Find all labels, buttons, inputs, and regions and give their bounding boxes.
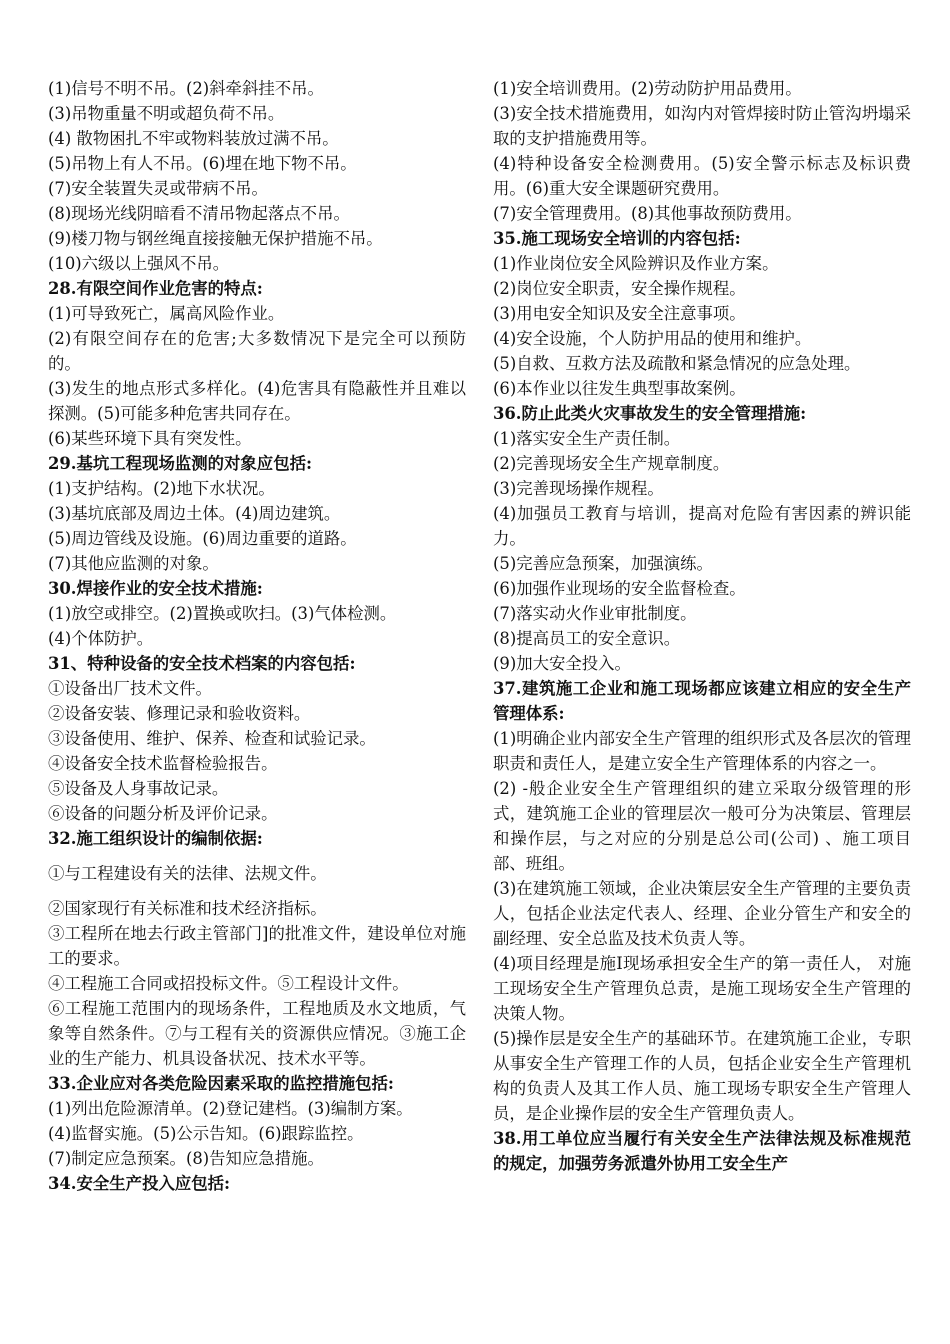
paragraph: (3)发生的地点形式多样化。(4)危害具有隐蔽性并且难以探测。(5)可能多种危害共同存在。 <box>48 379 466 423</box>
paragraph: (10)六级以上强风不吊。 <box>48 254 230 273</box>
paragraph: (6)加强作业现场的安全监督检查。 <box>493 579 746 598</box>
paragraph: (7)落实动火作业审批制度。 <box>493 604 697 623</box>
paragraph: (7)其他应监测的对象。 <box>48 554 219 573</box>
paragraph: (6)本作业以往发生典型事故案例。 <box>493 379 746 398</box>
paragraph: ④工程施工合同或招投标文件。⑤工程设计文件。 <box>48 974 409 993</box>
paragraph: (5)吊物上有人不吊。(6)埋在地下物不吊。 <box>48 154 357 173</box>
paragraph: (7)安全装置失灵或带病不吊。 <box>48 179 268 198</box>
paragraph: (1)明确企业内部安全生产管理的组织形式及各层次的管理职责和责任人，是建立安全生产管理体系的内容之一。 <box>493 729 911 773</box>
paragraph: (4)监督实施。(5)公示告知。(6)跟踪监控。 <box>48 1124 364 1143</box>
paragraph: (5)周边管线及设施。(6)周边重要的道路。 <box>48 529 357 548</box>
paragraph: ①与工程建设有关的法律、法规文件。 <box>48 864 327 883</box>
paragraph: ①设备出厂技术文件。 <box>48 679 212 698</box>
paragraph: (9)楼刀物与钢丝绳直接接触无保护措施不吊。 <box>48 229 383 248</box>
section-heading: 33.企业应对各类危险因素采取的监控措施包括: <box>48 1074 394 1093</box>
section-heading: 36.防止此类火灾事故发生的安全管理措施: <box>493 404 807 423</box>
paragraph: ④设备安全技术监督检验报告。 <box>48 754 278 773</box>
paragraph: (2)有限空间存在的危害;大多数情况下是完全可以预防的。 <box>48 329 466 373</box>
paragraph: (1)可导致死亡，属高风险作业。 <box>48 304 285 323</box>
paragraph: (1)列出危险源清单。(2)登记建档。(3)编制方案。 <box>48 1099 413 1118</box>
paragraph: (8)现场光线阴暗看不清吊物起落点不吊。 <box>48 204 350 223</box>
section-heading: 34.安全生产投入应包括: <box>48 1174 231 1193</box>
paragraph: ③工程所在地去行政主管部门]的批准文件，建设单位对施工的要求。 <box>48 924 466 968</box>
paragraph: (4)项目经理是施I现场承担安全生产的第一责任人， 对施工现场安全生产管理负总责，是施工现场安全生产管理的决策人物。 <box>493 954 911 1023</box>
section-heading: 38.用工单位应当履行有关安全生产法律法规及标准规范的规定，加强劳务派遣外协用工安全生产 <box>493 1129 911 1173</box>
paragraph: (2)岗位安全职责，安全操作规程。 <box>493 279 746 298</box>
paragraph: (3)在建筑施工领域，企业决策层安全生产管理的主要负责人，包括企业法定代表人、经理、企业分管生产和安全的副经理、安全总监及技术负责人等。 <box>493 879 911 948</box>
paragraph: (8)提高员工的安全意识。 <box>493 629 681 648</box>
section-heading: 37.建筑施工企业和施工现场都应该建立相应的安全生产管理体系: <box>493 679 911 723</box>
paragraph: (6)某些环境下具有突发性。 <box>48 429 252 448</box>
paragraph: (1)放空或排空。(2)置换或吹扫。(3)气体检测。 <box>48 604 397 623</box>
paragraph: ⑤设备及人身事故记录。 <box>48 779 229 798</box>
paragraph: (1)安全培训费用。(2)劳动防护用品费用。 <box>493 79 802 98</box>
paragraph: (3)用电安全知识及安全注意事项。 <box>493 304 746 323</box>
paragraph: (3)吊物重量不明或超负荷不吊。 <box>48 104 285 123</box>
section-heading: 28.有限空间作业危害的特点: <box>48 279 263 298</box>
paragraph: ③设备使用、维护、保养、检查和试验记录。 <box>48 729 376 748</box>
paragraph: ⑥设备的问题分析及评价记录。 <box>48 804 278 823</box>
paragraph: (3)完善现场操作规程。 <box>493 479 664 498</box>
paragraph: (1)作业岗位安全风险辨识及作业方案。 <box>493 254 779 273</box>
paragraph: (7)制定应急预案。(8)告知应急措施。 <box>48 1149 324 1168</box>
paragraph: (1)落实安全生产责任制。 <box>493 429 681 448</box>
paragraph: (9)加大安全投入。 <box>493 654 631 673</box>
paragraph: (4)安全设施，个人防护用品的使用和维护。 <box>493 329 812 348</box>
paragraph: ②国家现行有关标准和技术经济指标。 <box>48 899 327 918</box>
paragraph: (5)操作层是安全生产的基础环节。在建筑施工企业，专职从事安全生产管理工作的人员，包括企业安全生产管理机构的负责人及其工作人员、施工现场专职安全生产管理人员，是企业操作层的安全生产管理负责人。 <box>493 1029 911 1123</box>
section-heading: 29.基坑工程现场监测的对象应包括: <box>48 454 313 473</box>
paragraph: (5)完善应急预案，加强演练。 <box>493 554 713 573</box>
paragraph: (1)信号不明不吊。(2)斜牵斜挂不吊。 <box>48 79 324 98</box>
left-column <box>48 76 466 1196</box>
section-heading: 35.施工现场安全培训的内容包括: <box>493 229 741 248</box>
paragraph: ②设备安装、修理记录和验收资料。 <box>48 704 311 723</box>
section-heading: 32.施工组织设计的编制依据: <box>48 829 263 848</box>
paragraph: (2)完善现场安全生产规章制度。 <box>493 454 730 473</box>
paragraph: (4)个体防护。 <box>48 629 154 648</box>
section-heading: 31、特种设备的安全技术档案的内容包括: <box>48 654 356 673</box>
paragraph: (2) -般企业安全生产管理组织的建立采取分级管理的形式，建筑施工企业的管理层次一般可分为决策层、管理层和操作层，与之对应的分别是总公司(公司) 、施工项目部、班组。 <box>493 779 911 873</box>
section-heading: 30.焊接作业的安全技术措施: <box>48 579 263 598</box>
paragraph: (5)自救、互救方法及疏散和紧急情况的应急处理。 <box>493 354 861 373</box>
paragraph: (3)基坑底部及周边土体。(4)周边建筑。 <box>48 504 341 523</box>
paragraph: (4) 散物困扎不牢或物料装放过满不吊。 <box>48 129 339 148</box>
paragraph: (3)安全技术措施费用，如沟内对管焊接时防止管沟坍塌采取的支护措施费用等。 <box>493 104 911 148</box>
paragraph: (4)加强员工教育与培训，提高对危险有害因素的辨识能力。 <box>493 504 911 548</box>
right-column <box>493 76 911 1176</box>
paragraph: ⑥工程施工范围内的现场条件，工程地质及水文地质，气象等自然条件。⑦与工程有关的资源供应情况。③施工企业的生产能力、机具设备状况、技术水平等。 <box>48 999 466 1068</box>
paragraph: (7)安全管理费用。(8)其他事故预防费用。 <box>493 204 802 223</box>
paragraph: (4)特种设备安全检测费用。(5)安全警示标志及标识费用。(6)重大安全课题研究费用。 <box>493 154 911 198</box>
paragraph: (1)支护结构。(2)地下水状况。 <box>48 479 275 498</box>
